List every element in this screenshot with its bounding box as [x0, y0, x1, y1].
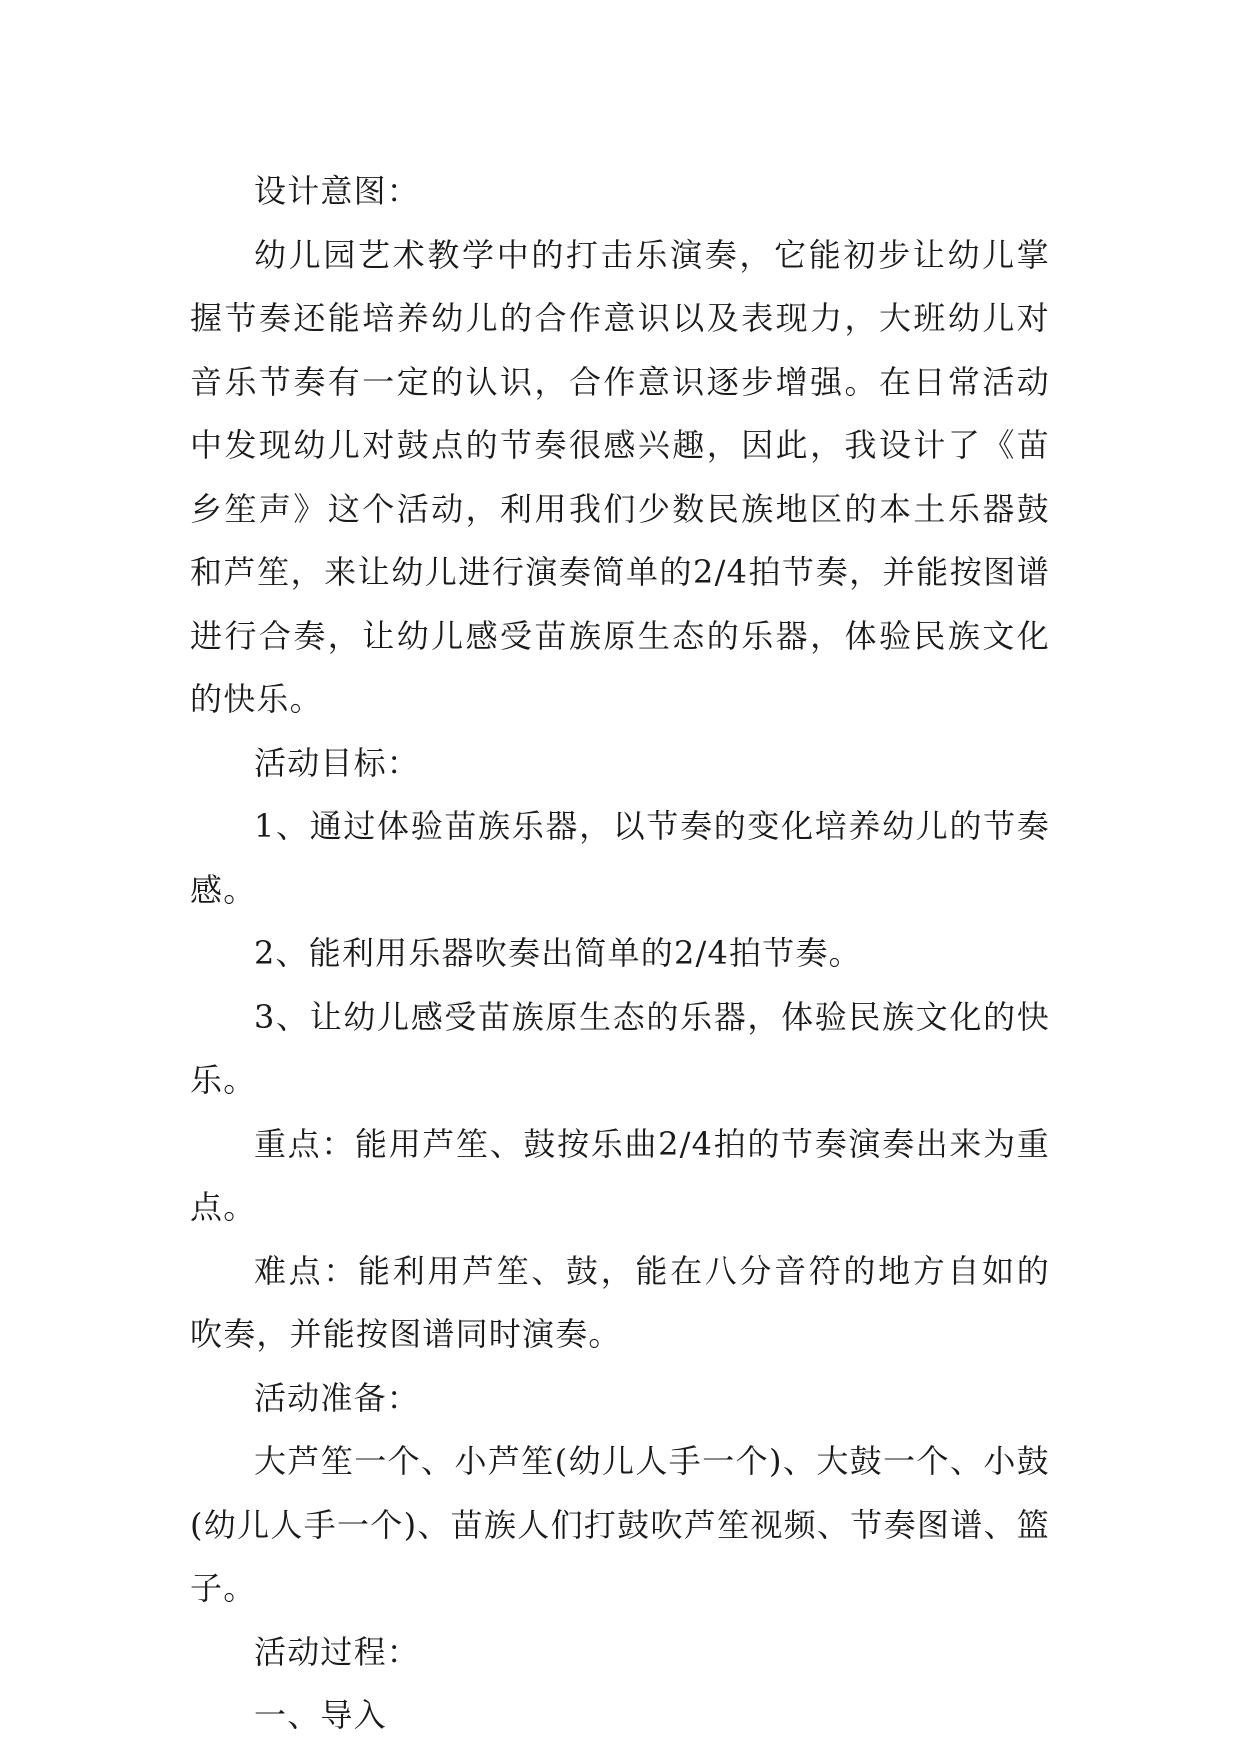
difficult-point: 难点：能利用芦笙、鼓，能在八分音符的地方自如的吹奏，并能按图谱同时演奏。: [190, 1251, 1050, 1353]
heading-activity-goals: 活动目标：: [254, 743, 421, 782]
heading-design-intent: 设计意图：: [254, 172, 421, 210]
paragraph-design-intent-body: 幼儿园艺术教学中的打击乐演奏，它能初步让幼儿掌握节奏还能培养幼儿的合作意识以及表现力，大班幼儿对音乐节奏有一定的认识，合作意识逐步增强。在日常活动中发现幼儿对鼓点的节奏很感兴趣，因此，我设计了《苗乡笙声》这个活动，利用我们少数民族地区的本土乐器鼓和芦笙，来让幼儿进行演奏简单的2/4拍节奏，并能按图谱进行合奏，让幼儿感受苗族原生态的乐器，体验民族文化的快乐。: [190, 235, 1050, 718]
heading-activity-process: 活动过程：: [254, 1632, 421, 1671]
goal-item-2: 2、能利用乐器吹奏出简单的2/4拍节奏。: [254, 934, 862, 972]
goal-item-1: 1、通过体验苗族乐器，以节奏的变化培养幼儿的节奏感。: [190, 807, 1050, 909]
section-introduction: 一、导入: [254, 1696, 387, 1734]
goal-item-3: 3、让幼儿感受苗族原生态的乐器，体验民族文化的快乐。: [190, 997, 1050, 1099]
key-point: 重点：能用芦笙、鼓按乐曲2/4拍的节奏演奏出来为重点。: [190, 1124, 1050, 1226]
heading-activity-preparation: 活动准备：: [254, 1378, 421, 1417]
paragraph-preparation-body: 大芦笙一个、小芦笙(幼儿人手一个)、大鼓一个、小鼓(幼儿人手一个)、苗族人们打鼓吹芦笙视频、节奏图谱、篮子。: [190, 1442, 1050, 1607]
document-body: [190, 160, 1050, 1748]
